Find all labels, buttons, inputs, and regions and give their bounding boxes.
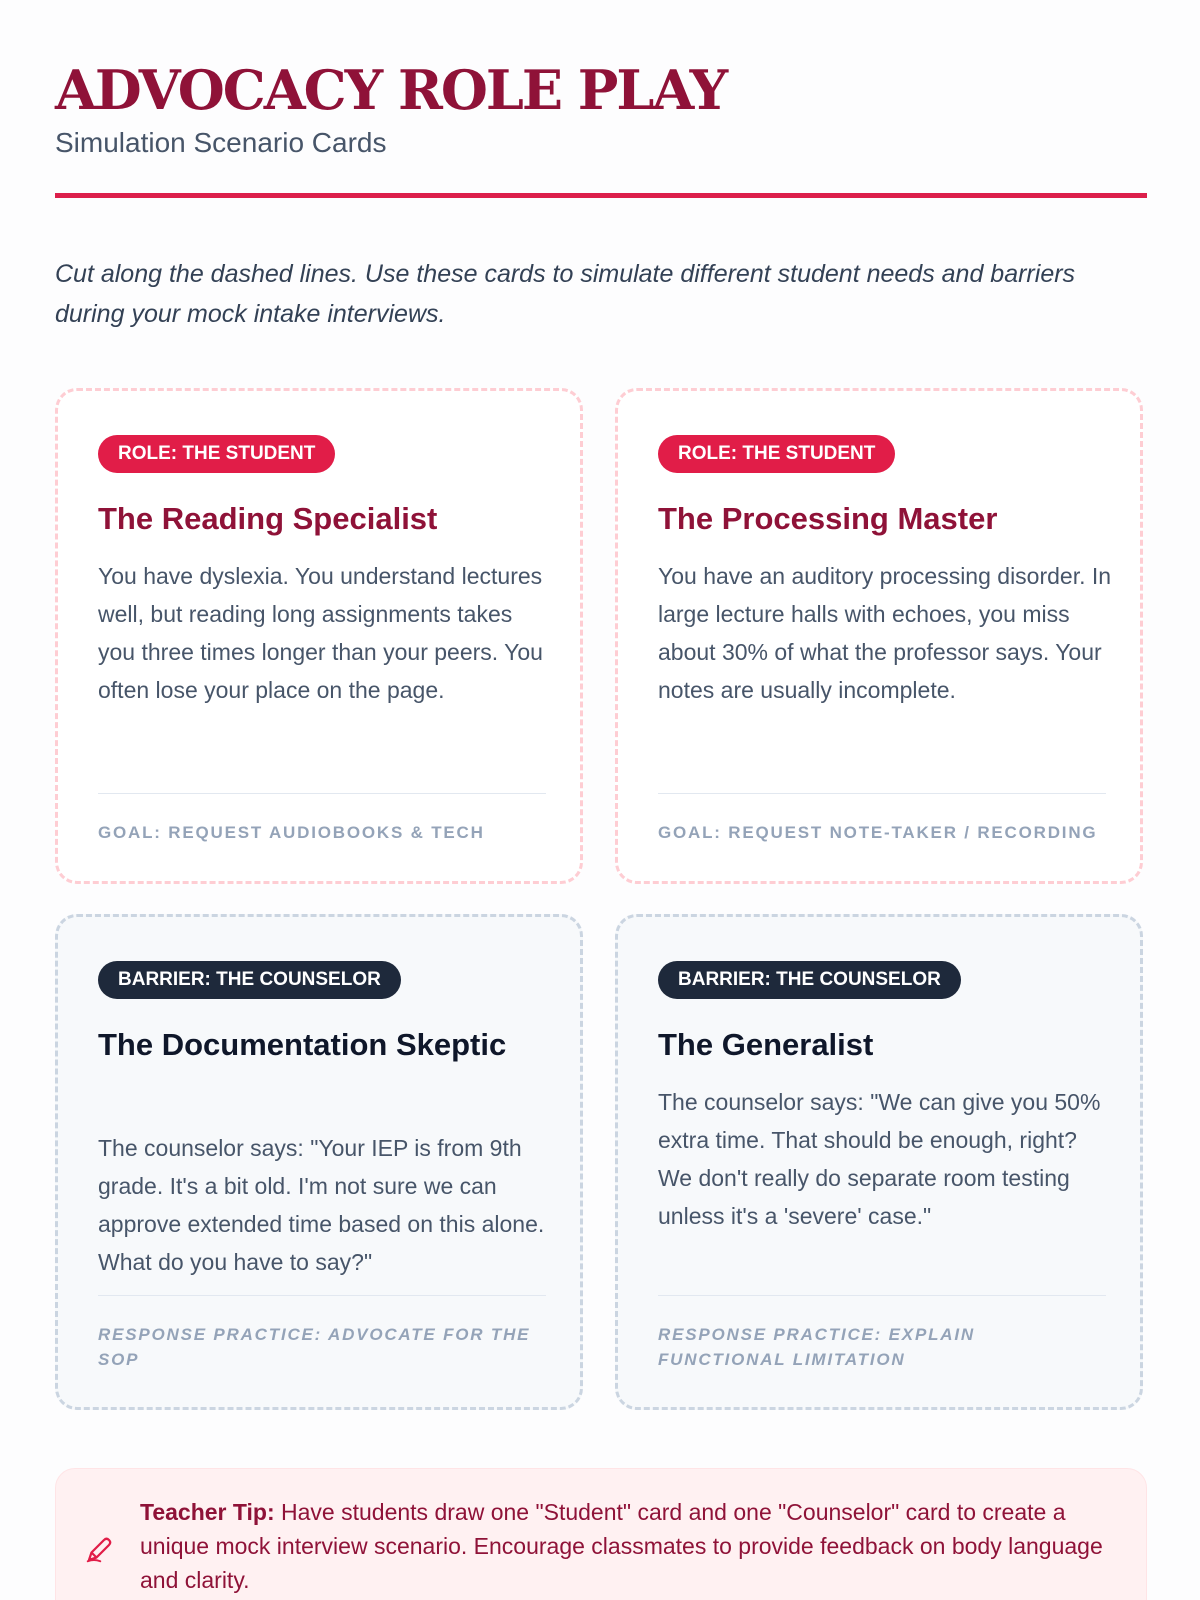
role-badge: ROLE: THE STUDENT bbox=[98, 435, 335, 473]
page-subtitle: Simulation Scenario Cards bbox=[55, 127, 387, 158]
teacher-tip-body: Have students draw one "Student" card and one "Counselor" card to create a unique mock interview scenario. Encourage classmates to provide feedback on body language and clarity. bbox=[140, 1499, 1103, 1593]
teacher-tip-label: Teacher Tip: bbox=[140, 1499, 275, 1525]
card-title: The Processing Master bbox=[658, 501, 998, 536]
teacher-tip-text bbox=[140, 1495, 1125, 1597]
card-title: The Reading Specialist bbox=[98, 501, 438, 536]
scenario-card-processing-master bbox=[615, 388, 1143, 884]
card-divider bbox=[98, 1295, 546, 1296]
card-divider bbox=[658, 1295, 1106, 1296]
role-badge: ROLE: THE STUDENT bbox=[658, 435, 895, 473]
card-goal: GOAL: REQUEST NOTE-TAKER / RECORDING bbox=[658, 823, 1098, 842]
card-response-practice: RESPONSE PRACTICE: EXPLAIN FUNCTIONAL LIMITATION bbox=[658, 1325, 975, 1369]
card-description: The counselor says: "We can give you 50% extra time. That should be enough, right? We don't really do separate room testing unless it's a 'severe' case." bbox=[658, 1089, 1101, 1229]
scenario-card-reading-specialist bbox=[55, 388, 583, 884]
card-title: The Documentation Skeptic bbox=[98, 1027, 507, 1062]
header-divider bbox=[55, 193, 1147, 198]
barrier-badge: BARRIER: THE COUNSELOR bbox=[98, 961, 401, 999]
intro-instructions: Cut along the dashed lines. Use these cards to simulate different student needs and barriers during your mock intake interviews. bbox=[55, 260, 1076, 328]
scenario-card-documentation-skeptic bbox=[55, 914, 583, 1410]
teacher-tip-box bbox=[55, 1468, 1147, 1600]
scenario-card-generalist bbox=[615, 914, 1143, 1410]
page-title: ADVOCACY ROLE PLAY bbox=[55, 58, 727, 122]
card-description: The counselor says: "Your IEP is from 9th grade. It's a bit old. I'm not sure we can approve extended time based on this alone. What do you have to say?" bbox=[98, 1135, 545, 1275]
card-response-practice: RESPONSE PRACTICE: ADVOCATE FOR THE SOP bbox=[98, 1325, 531, 1369]
card-description: You have dyslexia. You understand lectures well, but reading long assignments takes you three times longer than your peers. You often lose your place on the page. bbox=[98, 563, 543, 703]
card-divider bbox=[658, 793, 1106, 794]
card-goal: GOAL: REQUEST AUDIOBOOKS & TECH bbox=[98, 823, 485, 842]
pencil-icon bbox=[84, 1535, 114, 1565]
card-title: The Generalist bbox=[658, 1027, 874, 1062]
barrier-badge: BARRIER: THE COUNSELOR bbox=[658, 961, 961, 999]
card-divider bbox=[98, 793, 546, 794]
card-description: You have an auditory processing disorder. In large lecture halls with echoes, you miss about 30% of what the professor says. Your notes are usually incomplete. bbox=[658, 563, 1112, 703]
